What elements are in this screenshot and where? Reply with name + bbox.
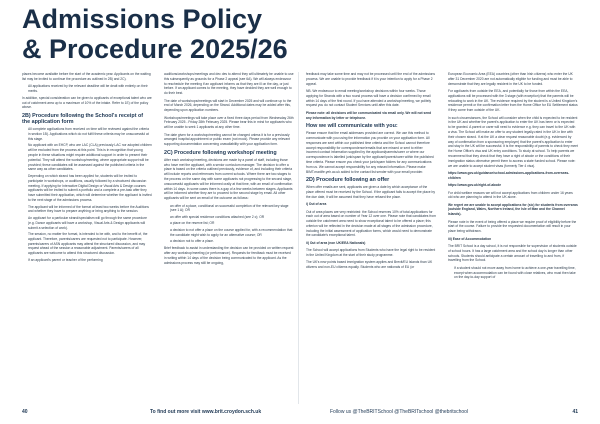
column-4 [448,72,578,404]
section-heading: 2B) Procedure following the School's receipt of the application form [22,112,144,125]
content-columns [22,72,578,404]
list-item: • Depending on which strand has been applied for, students will be invited to participate in workshops, or auditions, usually followed by a structured discussion meeting. If applying for Interactive Digital Design or Visual Arts & Design courses applicants will be invited to submit a portfolio and a complete a pre-task after they have submitted their application, which will determine whether the applicant is invited to the next stage of the admissions process. [28,174,152,203]
subheading: ii) Out of area (non UK/EEA Nationals) [306,240,366,245]
paragraph: When offer emails are sent, applicants are given a date by which acceptance of the place offered must be received by the School. If the applicant fails to accept the place by the due date, it will be assumed that they have refused the place. [306,185,435,199]
paragraph: Please note in the event of being offered a place we require proof of eligibility before the start of the course. Failure to provide the requested documentation will result in your place being withdrawn. [448,219,577,234]
section-heading: How we will communicate with you: [306,122,398,129]
section-heading: 2C) Procedure following workshop/ meeting [164,149,277,156]
list-item: • An applicant for a particular strand/specialism will go through the same procedure (e.g. Dance applicants will have a workshop, Visual Arts & Design applicants will submit a selection of work). [28,216,152,230]
paragraph: places become available before the start of the academic year. Applicants on the waiting list may be invited to continue the procedure as outlined in 2B) and 2C). [22,72,151,81]
paragraph: For child welfare reasons we will not accept applications from children under 16 years old who are planning to attend in the UK alone. [448,190,573,200]
paragraph: NB. We endeavour to email meeting/workshop decisions within four weeks. Those applying for Strands with a two round process will have a decision confirmed by email within 14 days of the first round. If you have attended a workshop/meeting, we politely request you do not contact Student Services until after this date. [306,88,431,108]
list-item: • a decision to not offer a place on the course applied for, with a recommendation that the candidate might wish to apply for an alternative course; OR [170,228,294,238]
list-item: • an offer with special residence conditions attached (see 2 c); OR [170,215,294,220]
list-item: • an offer of a place, conditional on successful completion of the relevant key stage (see 1 A); OR [170,204,294,214]
paragraph: auditions/workshops/meetings and dec des to attend they will ultimately be unable to use this subsequently as grounds for a Phase 2 appeal (see 6A). We will always endeavour to reschedule the meeting if an applicant informs us that they are ill on the day, or just before. If an applicant comes to the meeting, they have decided they are well enough to do their best. [164,72,294,96]
column-3 [306,72,436,404]
subheading: iii) Ease of Accommodation [448,236,492,241]
paragraph: European Economic Area (EEA) countries (other than Irish citizens) who enter the UK after 31 December 2020 are not automatically eligible for funding and must be able to demonstrate that they are legally resident in the UK to be funded. [448,72,573,86]
column-1 [22,72,152,404]
title-line-1: Admissions Policy [22,4,263,34]
subheading: i) Out of area [306,202,327,207]
footer [0,407,600,419]
paragraph: Out of area places are very restricted: the School reserves 10% of total applications for each out of area based on number of Year 12 over one. Please note that candidates from outside the catchment area need to show exceptional talent to be offered a place; this criterion will be reflected in the decision made at all stages of the admission procedure, including the initial assessment of application forms, which would need to demonstrate the candidate's exceptional talent. [306,209,436,238]
list-item: • The applicant will be informed of the format at least two weeks before the Auditions and whether they have to prepare anything or bring anything to the session. [28,205,152,215]
list-item: • No applicant with an EHCP, who are LAC (CLA) previously LAC nor adopted children will be excluded from the process at this point. This is in recognition that young people in these situations might require additional support in order to present their potential. They will attend the workshop/meeting, where appropriate support will be provided; these candidates will be assessed against the published criteria in the same way as other candidates. [28,143,152,172]
link[interactable]: https://www.gov.uk/right-of-abode [448,183,502,188]
website-link[interactable]: To find out more visit www.brit.croydon.sch.uk [150,409,262,415]
list-item: • All applications received by the relevant deadline will be dealt with entirely on their merits. [28,84,152,94]
paragraph: In such circumstances, the School will consider when the child is expected to be resident in the UK and whether the parent's application to enter the UK has been or is expected to be granted. A parent or carer will need to evidence e.g. they can travel to the UK with a visa. The School will make an offer to any student legally-rated in the UK in line with their chosen strand. If at the UK a clear request reasonable doubt (e.g. evidenced by way of confirmation from a sponsoring employer) that the parent's application to enter and stay in the UK will be successful. It is the responsibility of parents to check they meet the Home Office's visa and UK entry conditions. To study at school. To help parents we recommend that they check that they have a right of abode or the conditions of their immigration status otherwise permit them to access a state funded school. Please note: we are unable to accept student visas (formerly Tier 4 visa). [448,115,578,168]
list-item: • The session, no matter the format, is intended to be with, and to the benefit of, the applicant. Therefore, parents/carers are requested not to participate. However, parents/carers of ASN applicants may attend the structured discussion, and may request ahead of the session a reasonable adjustment. Parents/carers of all applicants are welcome to attend this structured discussion. [28,232,152,256]
page-title [22,4,288,64]
page-spread-divider [298,72,299,404]
list-item: • All complete applications from received on time will be reviewed against the criteria in section 1B). Applications which do not fulfil these criteria may be unsuccessful at this stage. [28,127,152,141]
paragraph: The UK's new points based immigration system applies and Brexit/EU Islands than UK citizens and non-EU citizens equally. Students who are nationals of EU (or [306,260,433,270]
paragraph: The School will accept applications from Students who have the legal right to be resident in the United Kingdom at the start of their study programme. [306,248,436,258]
bullet-list [164,204,294,245]
list-item: • If an applicant's parent or teacher of the performing [28,258,152,263]
link[interactable]: https://www.gov.uk/guidance/school-admissions-applications-from-overseas-children [448,170,570,180]
bullet-list [22,84,152,94]
paragraph: For applicants from outside the EEA, and potentially for those from within the EEA, applications will be processed with the 3 stage (with exception) that the parents will be relocating to work in the UK. The evidence required by the student is a United Kingdom's residence permit or the confirmation letter from the Home Office for EU Settlement status if they come from outside of the UK. [448,88,578,113]
paragraph: After each workshop/meeting, decisions are made by a panel of staff, including those who have met the applicant, with a senior curriculum manager. The decision to offer a place is based on the criteria outlined previously, evidence of, and including their criteria will include reports and references from current schools. Where there are two stages to the process on the same day with some applicants not progressing to the second stage, unsuccessful applicants will be informed orally at that time, with an email of confirmation within 14 days. In some cases there is a gap of a few weeks between stages. Applicants will be informed whether they are to proceed to the second stage by email. All other applicants will be sent an email of the outcome as follows: [164,157,293,201]
bullet-list [22,127,152,263]
list-item: • a decision not to offer a place. [170,239,294,244]
paragraph: Please ensure that the email addresses provided are correct. We use this method to communicate with you using the information you provide on your application form. All responses are sent within our published time criteria and the School cannot therefore accept responsibility for correspondence/emails that are missed or sent to either incorrect contact information supplied by the applicant/parents/carer or where our correspondence is labelled junk/spam by the applicant/parent/carer within the published time criteria. Please ensure you check your junk/spam folders for any communications from us. We cannot accept responsibility for any missed information. Please make BIMT.maxlife.yeh.ac.uk added to the contact list sender with your email provider. [306,131,434,174]
list-item: • If a student should not move away from home to achieve a one-year travelling time, except when accommodation can be found with close relatives, who must then take on the day-to-day support of [454,266,578,280]
paragraph-bold: Please note: all decisions will be communicated via email only. We will not send any information by letter or telephone. [306,110,432,120]
section-heading: 2D) Procedure following an offer [306,176,390,183]
paragraph: feedback may take some time and may not be processed until the end of the admissions process. We are unable to provide feedback if it is your intention to apply for a Phase 2 appeal. [306,72,436,86]
page-number-left: 40 [22,409,28,415]
column-2 [164,72,294,404]
title-line-2: & Procedure 2025/26 [22,34,288,64]
paragraph: The date of workshops/meetings will start in December 2025 and will continue up to the end of March 2026, depending on the Strand. Additional dates may be added after this, depending upon application numbers. [164,98,292,113]
paragraph: Brief feedback to assist in understanding the decision can be provided on written request after any workshop/meeting (or performance). Requests for feedback must be received in writing within 14 days of the decision being communicated to the applicant. As the admissions process may still be ongoing, [164,246,294,265]
list-item: • a place on the reserve list; OR [170,221,294,226]
bullet-list [448,266,578,280]
paragraph: Workshops/meetings will take place over a fixed three days period from Wednesday 26th February 2025 - Friday 28th February 2025. Please bear this in mind for applicants who will be unable to seek 1 applicants at any other time. [164,115,294,130]
paragraph-bold: We regret we are unable to accept applications for (sic) for students from overseas (outside England, Wales, Northern Ireland, the Isle of Man and the Channel Islands). [448,202,578,217]
social-links[interactable]: Follow us @TheBRITSchool @TheBRITschool @thebritschool [330,409,469,415]
paragraph: The date given for a workshop/meeting cannot be changed unless it is for a previously arranged hospital appointment or public exam (not mock). Please provide any relevant supporting documentation concerning unavailability with your application form. [164,132,290,147]
paragraph: In addition, special consideration can be given to applicants of exceptional talent who are out of catchment area up to a maximum of 10% of the intake. Refer to 1E) of the policy above. [22,95,152,110]
paragraph: The BRIT School is a day school, it is not responsible for supervision of students outside of school hours. It has a large catchment area and the school day is longer than other schools. Students should anticipate a certain amount of travelling to and from, if travelling from the School. [448,244,577,263]
page-number-right: 41 [572,409,578,415]
